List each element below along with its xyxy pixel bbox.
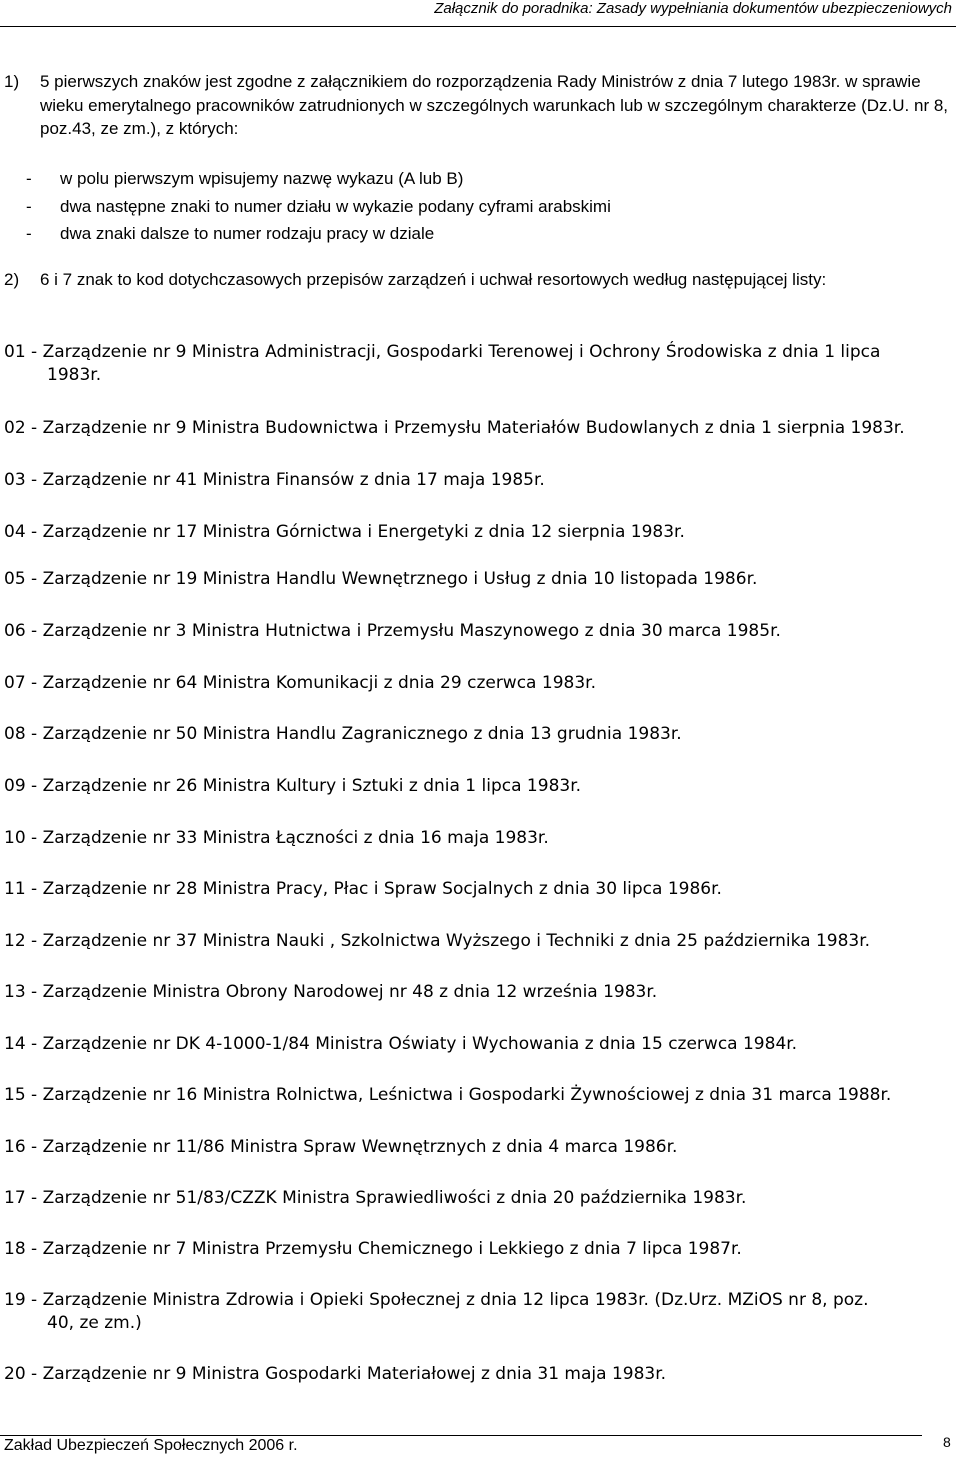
section-2-number: 2) [4,270,20,289]
dash-item-text: dwa następne znaki to numer działu w wykazie podany cyframi arabskimi [60,196,611,216]
regulation-item [4,1033,954,1056]
regulation-item [4,672,954,695]
regulation-item [4,469,954,492]
regulation-item-text: 12 - Zarządzenie nr 37 Ministra Nauki , Szkolnictwa Wyższego i Techniki z dnia 25 października 1983r. [4,931,871,951]
regulation-item-continuation: 1983r. [47,365,102,385]
regulation-item [4,775,954,798]
regulation-item-text: 09 - Zarządzenie nr 26 Ministra Kultury i Sztuki z dnia 1 lipca 1983r. [4,776,582,796]
regulation-item-text: 11 - Zarządzenie nr 28 Ministra Pracy, Płac i Spraw Socjalnych z dnia 30 lipca 1986r. [4,879,722,899]
section-1-text: 5 pierwszych znaków jest zgodne z załącznikiem do rozporządzenia Rady Ministrów z dnia 7 lutego 1983r. w sprawie wieku emerytalnego pracowników zatrudnionych w szczególnych warunkach lub w szczególnym charakterze (Dz.U. nr 8, poz.43, ze zm.), z których: [40,72,949,138]
regulation-item-text: 16 - Zarządzenie nr 11/86 Ministra Spraw Wewnętrznych z dnia 4 marca 1986r. [4,1137,678,1157]
regulation-item-text: 04 - Zarządzenie nr 17 Ministra Górnictwa i Energetyki z dnia 12 sierpnia 1983r. [4,522,685,542]
dash-bullet: - [26,196,32,216]
footer-text: Zakład Ubezpieczeń Społecznych 2006 r. [4,1437,298,1454]
section-1 [4,70,949,141]
regulation-item [4,1289,954,1335]
page-number: 8 [943,1434,951,1450]
regulation-item [4,417,954,440]
regulation-item [4,1187,954,1210]
page-header [0,0,956,27]
regulation-item [4,930,954,953]
regulation-item-text: 19 - Zarządzenie Ministra Zdrowia i Opieki Społecznej z dnia 12 lipca 1983r. (Dz.Urz. MZiOS nr 8, poz. [4,1290,869,1310]
regulation-item-text: 08 - Zarządzenie nr 50 Ministra Handlu Zagranicznego z dnia 13 grudnia 1983r. [4,724,682,744]
regulation-item [4,1238,954,1261]
section-2 [4,268,949,292]
regulation-item-text: 18 - Zarządzenie nr 7 Ministra Przemysłu Chemicznego i Lekkiego z dnia 7 lipca 1987r. [4,1239,742,1259]
dash-bullet: - [26,169,32,188]
regulation-item [4,723,954,746]
section-1-number: 1) [4,72,20,91]
regulation-item-text: 03 - Zarządzenie nr 41 Ministra Finansów z dnia 17 maja 1985r. [4,470,545,490]
regulation-item [4,341,954,387]
regulation-item-text: 01 - Zarządzenie nr 9 Ministra Administracji, Gospodarki Terenowej i Ochrony Środowiska z dnia 1 lipca [4,342,881,362]
dash-bullet: - [26,224,32,243]
regulation-item [4,981,954,1004]
regulation-item [4,1363,954,1386]
regulation-item [4,1136,954,1159]
regulation-item-text: 14 - Zarządzenie nr DK 4-1000-1/84 Ministra Oświaty i Wychowania z dnia 15 czerwca 1984r. [4,1034,798,1054]
regulation-item [4,1084,954,1107]
regulation-item-text: 20 - Zarządzenie nr 9 Ministra Gospodarki Materiałowej z dnia 31 maja 1983r. [4,1364,667,1384]
regulation-item-text: 10 - Zarządzenie nr 33 Ministra Łączności z dnia 16 maja 1983r. [4,828,549,848]
section-2-text: 6 i 7 znak to kod dotychczasowych przepisów zarządzeń i uchwał resortowych według następującej listy: [40,270,827,289]
regulation-item-text: 07 - Zarządzenie nr 64 Ministra Komunikacji z dnia 29 czerwca 1983r. [4,673,596,693]
regulation-item-continuation: 40, ze zm.) [47,1313,142,1333]
dash-item-text: dwa znaki dalsze to numer rodzaju pracy w dziale [60,224,435,243]
regulation-item [4,827,954,850]
footer-divider [0,1435,922,1436]
regulation-item [4,521,954,544]
dash-item-text: w polu pierwszym wpisujemy nazwę wykazu (A lub B) [60,169,464,188]
header-title: Załącznik do poradnika: Zasady wypełniania dokumentów ubezpieczeniowych [434,0,952,17]
regulation-item [4,620,954,643]
regulation-item [4,878,954,901]
regulation-item-text: 17 - Zarządzenie nr 51/83/CZZK Ministra Sprawiedliwości z dnia 20 października 1983r. [4,1188,747,1208]
regulation-item [4,568,954,591]
regulation-item-text: 13 - Zarządzenie Ministra Obrony Narodowej nr 48 z dnia 12 września 1983r. [4,982,658,1002]
regulation-item-text: 05 - Zarządzenie nr 19 Ministra Handlu Wewnętrznego i Usług z dnia 10 listopada 1986r. [4,569,758,589]
regulation-item-text: 06 - Zarządzenie nr 3 Ministra Hutnictwa i Przemysłu Maszynowego z dnia 30 marca 1985r. [4,621,781,641]
regulation-item-text: 02 - Zarządzenie nr 9 Ministra Budownictwa i Przemysłu Materiałów Budowlanych z dnia 1 sierpnia 1983r. [4,418,905,438]
regulation-item-text: 15 - Zarządzenie nr 16 Ministra Rolnictwa, Leśnictwa i Gospodarki Żywnościowej z dnia 31 marca 1988r. [4,1085,892,1105]
